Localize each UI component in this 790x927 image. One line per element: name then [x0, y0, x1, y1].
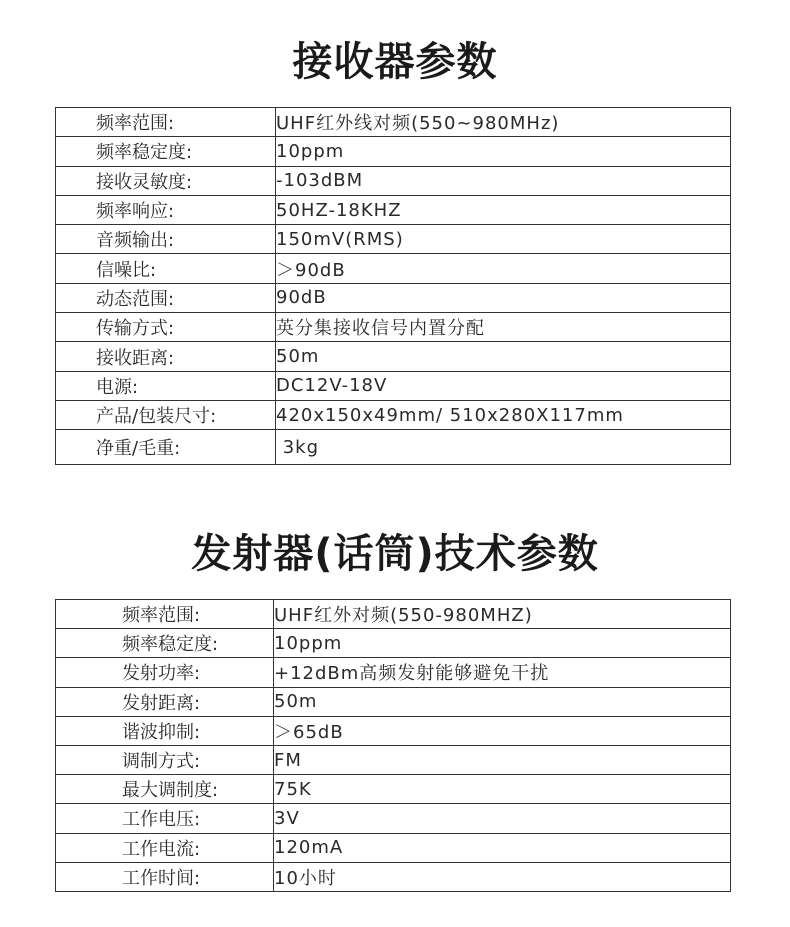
param-label: 频率范围:	[56, 108, 276, 137]
param-value: ＞65dB	[274, 716, 731, 745]
table-row	[56, 600, 731, 629]
table-row	[56, 833, 731, 862]
transmitter-params-title: 发射器(话筒)技术参数	[191, 531, 599, 577]
table-row	[56, 166, 731, 195]
param-value: 50HZ-18KHZ	[276, 195, 731, 224]
table-row	[56, 342, 731, 371]
table-row	[56, 716, 731, 745]
param-label: 工作电流:	[56, 833, 274, 862]
table-row	[56, 629, 731, 658]
param-value: 英分集接收信号内置分配	[276, 313, 731, 342]
param-value: 10ppm	[274, 629, 731, 658]
param-label: 频率响应:	[56, 195, 276, 224]
table-row	[56, 658, 731, 687]
transmitter-params-table	[55, 599, 731, 892]
param-value: -103dBM	[276, 166, 731, 195]
param-label: 接收灵敏度:	[56, 166, 276, 195]
param-value: 90dB	[276, 283, 731, 312]
table-row	[56, 225, 731, 254]
param-value: 420x150x49mm/ 510x280X117mm	[276, 400, 731, 429]
param-label: 频率稳定度:	[56, 629, 274, 658]
param-label: 谐波抑制:	[56, 716, 274, 745]
param-label: 音频输出:	[56, 225, 276, 254]
param-value: 120mA	[274, 833, 731, 862]
param-label: 最大调制度:	[56, 775, 274, 804]
param-label: 电源:	[56, 371, 276, 400]
param-value: FM	[274, 745, 731, 774]
param-value: 3V	[274, 804, 731, 833]
param-label: 传输方式:	[56, 313, 276, 342]
param-value: 3kg	[276, 430, 731, 465]
param-label: 动态范围:	[56, 283, 276, 312]
param-value: +12dBm高频发射能够避免干扰	[274, 658, 731, 687]
table-row	[56, 195, 731, 224]
param-value: ＞90dB	[276, 254, 731, 283]
table-row	[56, 371, 731, 400]
param-label: 调制方式:	[56, 745, 274, 774]
param-label: 发射距离:	[56, 687, 274, 716]
param-label: 频率稳定度:	[56, 137, 276, 166]
table-row	[56, 745, 731, 774]
param-value: 10小时	[274, 862, 731, 891]
table-row	[56, 400, 731, 429]
receiver-params-table	[55, 107, 731, 465]
param-label: 工作电压:	[56, 804, 274, 833]
param-label: 发射功率:	[56, 658, 274, 687]
param-label: 信噪比:	[56, 254, 276, 283]
param-label: 接收距离:	[56, 342, 276, 371]
param-value: UHF红外对频(550-980MHZ)	[274, 600, 731, 629]
param-value: 150mV(RMS)	[276, 225, 731, 254]
param-label: 产品/包装尺寸:	[56, 400, 276, 429]
param-value: 50m	[276, 342, 731, 371]
table-row	[56, 254, 731, 283]
param-label: 工作时间:	[56, 862, 274, 891]
table-row	[56, 313, 731, 342]
param-value: UHF红外线对频(550~980MHz)	[276, 108, 731, 137]
table-row	[56, 775, 731, 804]
param-value: 75K	[274, 775, 731, 804]
param-value: 50m	[274, 687, 731, 716]
param-label: 净重/毛重:	[56, 430, 276, 465]
table-row	[56, 430, 731, 465]
param-value: 10ppm	[276, 137, 731, 166]
table-row	[56, 137, 731, 166]
table-row	[56, 862, 731, 891]
param-value: DC12V-18V	[276, 371, 731, 400]
table-row	[56, 283, 731, 312]
table-row	[56, 687, 731, 716]
param-label: 频率范围:	[56, 600, 274, 629]
receiver-params-title: 接收器参数	[292, 39, 498, 85]
table-row	[56, 804, 731, 833]
table-row	[56, 108, 731, 137]
